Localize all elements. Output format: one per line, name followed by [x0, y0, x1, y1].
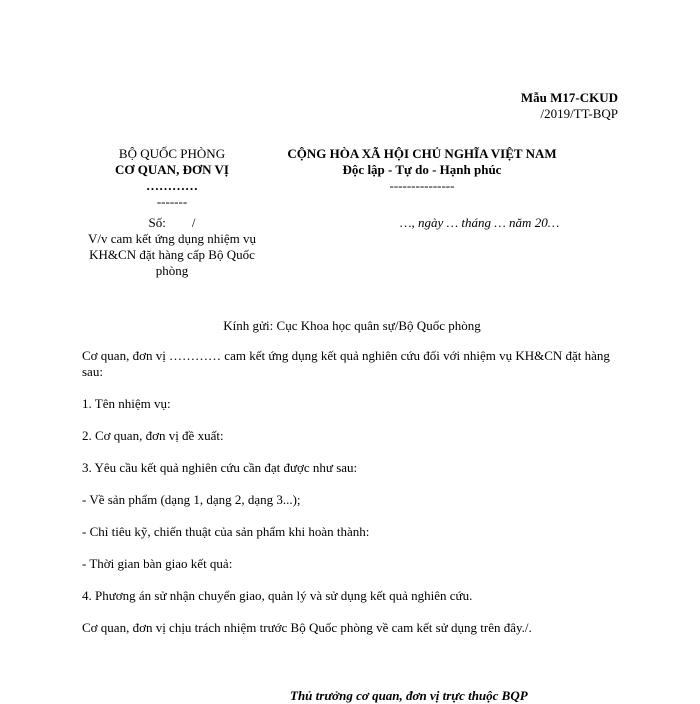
bullet-1: - Về sản phẩm (dạng 1, dạng 2, dạng 3...);: [82, 492, 301, 507]
bullet-2: - Chỉ tiêu kỹ, chiến thuật của sản phẩm khi hoàn thành:: [82, 524, 370, 539]
closing-paragraph: Cơ quan, đơn vị chịu trách nhiệm trước Bộ Quốc phòng về cam kết sử dụng trên đây./.: [82, 620, 532, 635]
intro-paragraph: Cơ quan, đơn vị ………… cam kết ứng dụng kết quả nghiên cứu đối với nhiệm vụ KH&CN đặt hàng sau:: [82, 348, 610, 379]
document-subject: V/v cam kết ứng dụng nhiệm vụ KH&CN đặt hàng cấp Bộ Quốc phòng: [87, 231, 257, 278]
reference-block: [82, 215, 262, 279]
item-4: 4. Phương án sử nhận chuyển giao, quản lý và sử dụng kết quả nghiên cứu.: [82, 588, 473, 603]
country-name: CỘNG HÒA XÃ HỘI CHỦ NGHĨA VIỆT NAM: [287, 146, 557, 161]
signature-title: Thủ trưởng cơ quan, đơn vị trực thuộc BQP: [290, 688, 528, 703]
document-body: [82, 318, 622, 636]
left-header: [82, 146, 262, 210]
right-header: [272, 146, 572, 194]
form-code-line2: /2019/TT-BQP: [540, 106, 618, 121]
item-2: 2. Cơ quan, đơn vị đề xuất:: [82, 428, 224, 443]
ministry-name: BỘ QUỐC PHÒNG: [118, 146, 226, 161]
date-line: …, ngày … tháng … năm 20…: [400, 215, 560, 230]
agency-dots: …………: [146, 178, 198, 193]
agency-name: CƠ QUAN, ĐƠN VỊ: [115, 162, 229, 177]
national-motto: Độc lập - Tự do - Hạnh phúc: [342, 162, 502, 177]
document-number: Số: /: [148, 215, 196, 230]
salutation: Kính gửi: Cục Khoa học quân sự/Bộ Quốc phòng: [223, 318, 481, 333]
item-3: 3. Yêu cầu kết quả nghiên cứu cần đạt được như sau:: [82, 460, 358, 475]
item-1: 1. Tên nhiệm vụ:: [82, 396, 171, 411]
left-divider: -------: [156, 194, 188, 209]
form-code: [521, 90, 618, 122]
right-divider: ---------------: [389, 178, 455, 193]
form-code-line1: Mẫu M17-CKUD: [520, 90, 618, 105]
bullet-3: - Thời gian bàn giao kết quả:: [82, 556, 233, 571]
